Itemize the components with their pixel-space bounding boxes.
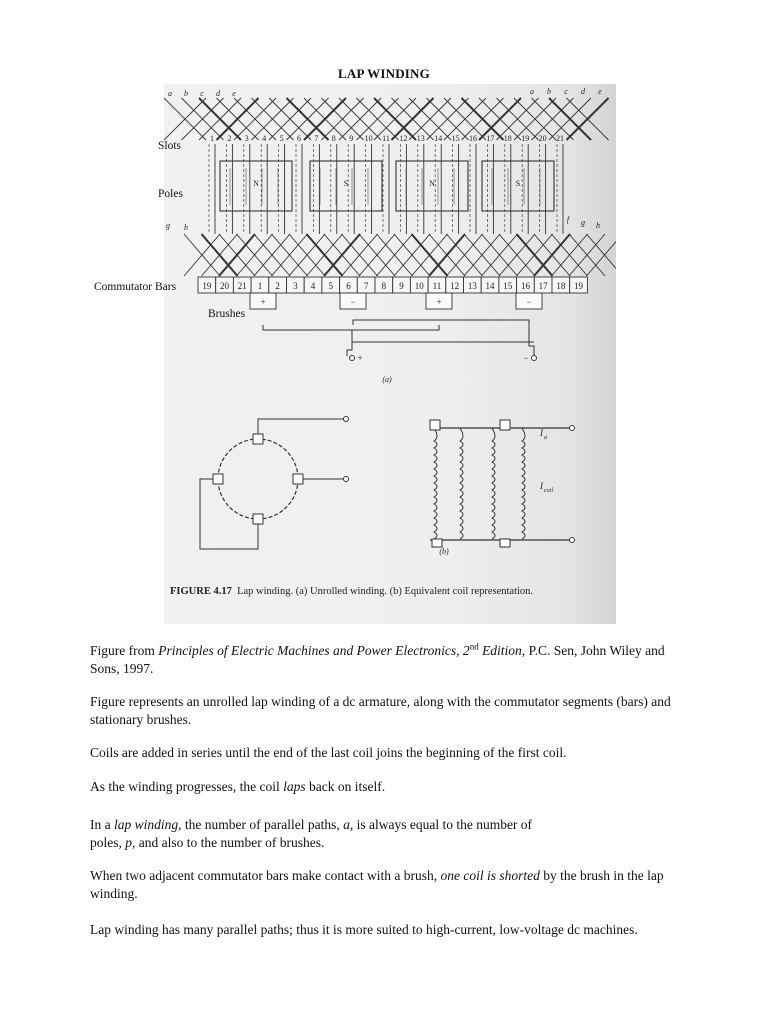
slots-label: Slots bbox=[158, 140, 182, 152]
p4-g: p bbox=[125, 835, 132, 850]
commutator-number: 7 bbox=[363, 281, 369, 291]
terminal-plus-sign: + bbox=[357, 353, 363, 363]
p4-d: a bbox=[343, 817, 350, 832]
coil-terminal bbox=[570, 426, 575, 431]
p4-a: In a bbox=[90, 817, 114, 832]
current-icoil-label: I bbox=[540, 481, 543, 491]
p4-b: lap winding bbox=[114, 817, 179, 832]
coil-terminal bbox=[570, 538, 575, 543]
slot-number: 15 bbox=[451, 134, 460, 143]
slot-number: 6 bbox=[297, 134, 301, 143]
commutator-number: 1 bbox=[257, 281, 263, 291]
commutator-number: 10 bbox=[414, 281, 424, 291]
current-ia-sub: a bbox=[544, 435, 547, 441]
pole-label: S bbox=[515, 179, 521, 188]
coil-end-line bbox=[587, 234, 617, 276]
source-rest: P.C. Sen, John Wiley and Sons, 1997. bbox=[90, 643, 665, 676]
top-letter-left: e bbox=[232, 89, 236, 98]
brush-sign: + bbox=[436, 297, 442, 307]
top-letter-right: b bbox=[547, 87, 551, 96]
paragraph-1: Figure represents an unrolled lap winding of a dc armature, along with the commutator segments (bars) and stationary brushes. bbox=[90, 694, 671, 727]
terminal-lead-minus bbox=[529, 325, 534, 356]
commutator-number: 19 bbox=[574, 281, 584, 291]
commutator-number: 19 bbox=[202, 281, 212, 291]
commutator-number: 8 bbox=[381, 281, 387, 291]
top-letter-right: a bbox=[530, 87, 534, 96]
armature-ring bbox=[218, 439, 298, 519]
p5-b: one coil is shorted bbox=[440, 868, 540, 883]
slot-number: 10 bbox=[364, 134, 373, 143]
terminal-plus bbox=[350, 356, 355, 361]
slot-number: 14 bbox=[434, 134, 443, 143]
side-letter-left: g bbox=[166, 221, 170, 230]
brush-sign: − bbox=[526, 297, 532, 307]
subfigure-b-label: (b) bbox=[439, 547, 449, 556]
coil bbox=[522, 428, 525, 539]
p4-f: poles, bbox=[90, 835, 126, 850]
side-letter-left: h bbox=[184, 223, 188, 232]
slot-number: 17 bbox=[486, 134, 495, 143]
slot-number: 4 bbox=[262, 134, 267, 143]
p3-c: back on itself. bbox=[305, 779, 386, 794]
source-prefix: Figure from bbox=[90, 643, 159, 658]
slot-number: 7 bbox=[314, 134, 319, 143]
commutator-number: 4 bbox=[310, 281, 316, 291]
slot-number: 11 bbox=[382, 134, 390, 143]
commutator-number: 15 bbox=[503, 281, 513, 291]
ring-brush bbox=[253, 514, 263, 524]
p3-b: laps bbox=[283, 779, 306, 794]
brush-sign: − bbox=[350, 297, 356, 307]
brush-bus-plus bbox=[263, 325, 439, 330]
brush-sign: + bbox=[260, 297, 266, 307]
commutator-number: 13 bbox=[467, 281, 477, 291]
slot-number: 16 bbox=[469, 134, 477, 143]
slot-number: 1 bbox=[210, 134, 214, 143]
p5-c: by the brush in the lap winding. bbox=[90, 868, 664, 901]
slot-number: 18 bbox=[503, 134, 512, 143]
caption-number: FIGURE 4.17 bbox=[170, 586, 232, 597]
commutator-number: 5 bbox=[328, 281, 333, 291]
p3-a: As the winding progresses, the coil bbox=[90, 779, 284, 794]
ring-lead-left bbox=[200, 479, 258, 549]
slot-number: 9 bbox=[349, 134, 354, 143]
paragraph-6: Lap winding has many parallel paths; thus it is more suited to high-current, low-voltage dc machines. bbox=[90, 922, 638, 937]
coil-brush bbox=[432, 539, 442, 547]
subfigure-a-label: (a) bbox=[382, 375, 392, 384]
commutator-number: 9 bbox=[399, 281, 404, 291]
commutator-number: 21 bbox=[237, 281, 247, 291]
commutator-number: 16 bbox=[520, 281, 530, 291]
commutator-number: 6 bbox=[346, 281, 351, 291]
source-sup: nd bbox=[469, 641, 479, 652]
figure-caption bbox=[170, 585, 620, 598]
commutator-number: 12 bbox=[450, 281, 460, 291]
ring-terminal bbox=[344, 417, 349, 422]
source-edition: Edition, bbox=[478, 643, 526, 658]
coil-brush bbox=[500, 420, 510, 430]
coil-end-line bbox=[587, 234, 617, 276]
pole-label: N bbox=[253, 179, 259, 188]
top-letter-right: e bbox=[598, 87, 602, 96]
commutator-number: 18 bbox=[556, 281, 566, 291]
ring-terminal bbox=[344, 477, 349, 482]
top-letter-left: c bbox=[200, 89, 204, 98]
top-letter-right: d bbox=[581, 87, 585, 96]
commutator-number: 2 bbox=[275, 281, 280, 291]
commutator-number: 3 bbox=[293, 281, 298, 291]
brushes-label: Brushes bbox=[208, 308, 246, 320]
side-letter-right: h bbox=[596, 221, 600, 230]
paragraph-3 bbox=[90, 778, 690, 796]
slot-number: 20 bbox=[538, 134, 547, 143]
slot-number: 12 bbox=[399, 134, 408, 143]
slot-number: 5 bbox=[279, 134, 284, 143]
top-letter-right: c bbox=[564, 87, 568, 96]
coil bbox=[460, 428, 463, 539]
current-icoil-sub: coil bbox=[544, 488, 553, 494]
slot-number: 21 bbox=[556, 134, 564, 143]
poles-label: Poles bbox=[158, 188, 183, 200]
source-book: Principles of Electric Machines and Power Electronics, 2 bbox=[158, 643, 470, 658]
pole-label: S bbox=[343, 179, 349, 188]
top-letter-left: b bbox=[184, 89, 188, 98]
top-letter-left: d bbox=[216, 89, 220, 98]
p4-c: , the number of parallel paths, bbox=[178, 817, 344, 832]
lap-winding-figure bbox=[164, 84, 616, 624]
ring-lead-top bbox=[258, 419, 344, 434]
commutator-number: 17 bbox=[538, 281, 548, 291]
commutator-number: 20 bbox=[220, 281, 230, 291]
pole-label: N bbox=[429, 179, 435, 188]
ring-brush bbox=[293, 474, 303, 484]
current-ia-label: I bbox=[540, 428, 543, 438]
commutator-bars-label: Commutator Bars bbox=[94, 281, 177, 293]
commutator-number: 11 bbox=[432, 281, 442, 291]
terminal-lead-plus bbox=[347, 330, 352, 356]
coil-brush bbox=[430, 420, 440, 430]
slot-number: 19 bbox=[521, 134, 530, 143]
slot-number: 13 bbox=[416, 134, 425, 143]
terminal-minus bbox=[532, 356, 537, 361]
side-letter-right: g bbox=[581, 218, 585, 227]
ring-brush bbox=[213, 474, 223, 484]
caption-text: Lap winding. (a) Unrolled winding. (b) Equivalent coil representation. bbox=[237, 586, 534, 597]
coil-brush bbox=[500, 539, 510, 547]
slot-number: 2 bbox=[227, 134, 232, 143]
side-letter-right: f bbox=[566, 215, 570, 224]
paragraph-2: Coils are added in series until the end of the last coil joins the beginning of the first coil. bbox=[90, 745, 567, 760]
commutator-number: 14 bbox=[485, 281, 495, 291]
paragraph-5 bbox=[90, 867, 690, 903]
brush-bus-minus bbox=[353, 320, 529, 325]
paragraph-4 bbox=[90, 816, 690, 852]
top-letter-left: a bbox=[168, 89, 172, 98]
terminal-minus-sign: − bbox=[523, 353, 529, 363]
coil bbox=[434, 428, 437, 539]
p4-e: , is always equal to the number of bbox=[349, 817, 533, 832]
slot-number: 8 bbox=[331, 134, 336, 143]
source-paragraph bbox=[90, 642, 690, 678]
p5-a: When two adjacent commutator bars make contact with a brush, bbox=[90, 868, 441, 883]
figure-scan bbox=[94, 84, 616, 624]
slot-number: 3 bbox=[244, 134, 249, 143]
coil bbox=[492, 428, 495, 539]
p4-h: , and also to the number of brushes. bbox=[132, 835, 325, 850]
ring-brush bbox=[253, 434, 263, 444]
page-title: LAP WINDING bbox=[338, 66, 430, 81]
